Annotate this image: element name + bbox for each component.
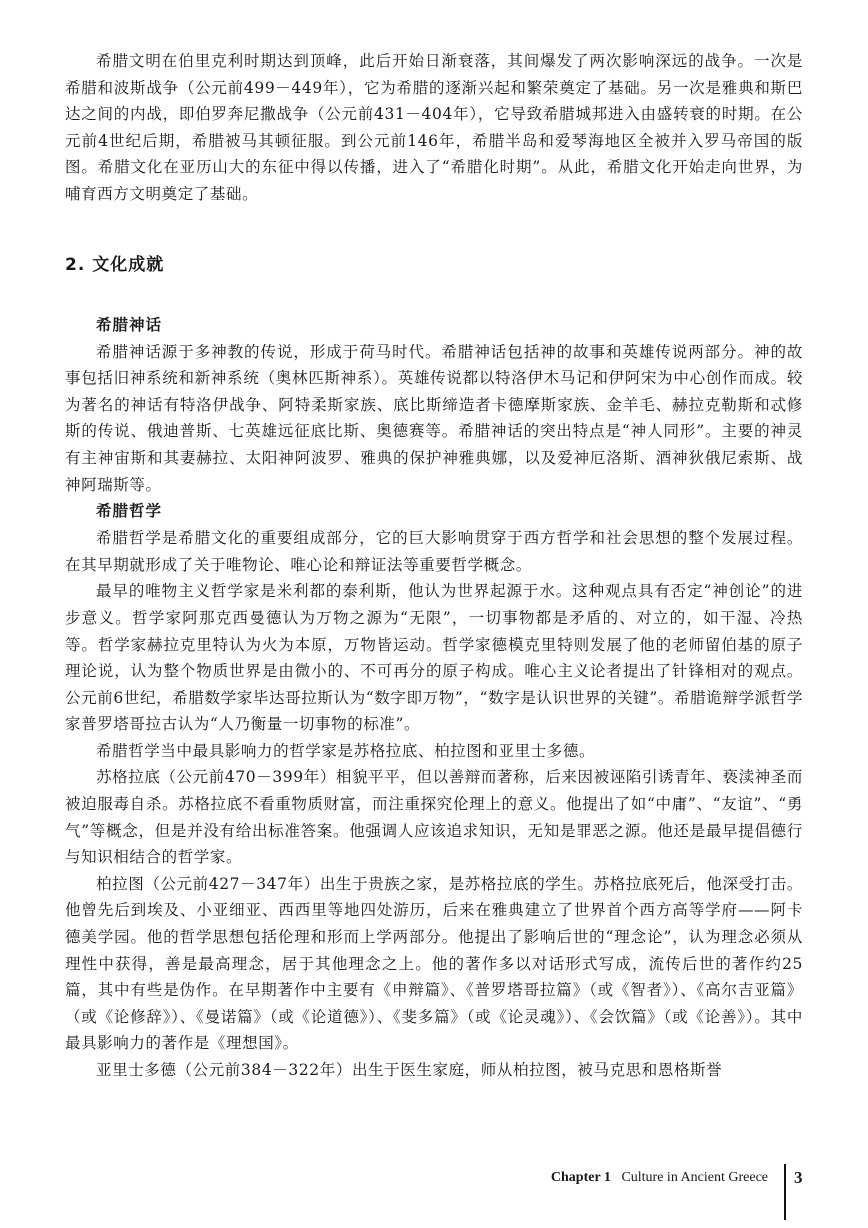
- footer-title: Culture in Ancient Greece: [621, 1170, 768, 1185]
- footer-chapter: Chapter 1: [550, 1170, 611, 1185]
- myth-heading: 希腊神话: [96, 315, 163, 334]
- aristotle-paragraph: 亚里士多德（公元前384－322年）出生于医生家庭，师从柏拉图，被马克思和恩格斯誉: [96, 1061, 723, 1079]
- myth-paragraph: 希腊神话源于多神教的传说，形成于荷马时代。希腊神话包括神的故事和英雄传说两部分。神的故事包括旧神系统和新神系统（奥林匹斯神系）。英雄传说都以特洛伊木马记和伊阿宋为中心创作而成。较为著名的神话有特洛伊战争、阿特柔斯家族、底比斯缔造者卡德摩斯家族、金羊毛、赫拉克勒斯和忒修斯的传说、俄迪普斯、七英雄远征底比斯、奥德赛等。希腊神话的突出特点是“神人同形”。主要的神灵有主神宙斯和其妻赫拉、太阳神阿波罗、雅典的保护神雅典娜，以及爱神厄洛斯、酒神狄俄尼索斯、战神阿瑞斯等。: [65, 342, 803, 494]
- philosophy-heading: 希腊哲学: [96, 502, 163, 521]
- page-footer: [0, 1168, 868, 1228]
- philosophy-paragraph-1: 希腊哲学是希腊文化的重要组成部分，它的巨大影响贯穿于西方哲学和社会思想的整个发展过程。在其早期就形成了关于唯物论、唯心论和辩证法等重要哲学概念。: [65, 529, 803, 574]
- page-content: [65, 48, 803, 1084]
- plato-paragraph: 柏拉图（公元前427－347年）出生于贵族之家，是苏格拉底的学生。苏格拉底死后，他深受打击。他曾先后到埃及、小亚细亚、西西里等地四处游历，后来在雅典建立了世界首个西方高等学府——阿卡德美学园。他的哲学思想包括伦理和形而上学两部分。他提出了影响后世的“理念论”，认为理念必须从理性中获得，善是最高理念，居于其他理念之上。他的著作多以对话形式写成，流传后世的著作约25篇，其中有些是伪作。在早期著作中主要有《申辩篇》、《普罗塔哥拉篇》（或《智者》）、《高尔吉亚篇》（或《论修辞》）、《曼诺篇》（或《论道德》）、《斐多篇》（或《论灵魂》）、《会饮篇》（或《论善》）。其中最具影响力的著作是《理想国》。: [65, 874, 803, 1053]
- socrates-paragraph: 苏格拉底（公元前470－399年）相貌平平，但以善辩而著称，后来因被诬陷引诱青年、亵渎神圣而被迫服毒自杀。苏格拉底不看重物质财富，而注重探究伦理上的意义。他提出了如“中庸”、“友谊”、“勇气”等概念，但是并没有给出标准答案。他强调人应该追求知识，无知是罪恶之源。他还是最早提倡德行与知识相结合的哲学家。: [65, 768, 803, 867]
- section-heading: 2. 文化成就: [65, 254, 165, 275]
- footer-divider: [784, 1164, 786, 1220]
- intro-paragraph: 希腊文明在伯里克利时期达到顶峰，此后开始日渐衰落，其间爆发了两次影响深远的战争。一次是希腊和波斯战争（公元前499－449年），它为希腊的逐渐兴起和繁荣奠定了基础。另一次是雅典和斯巴达之间的内战，即伯罗奔尼撒战争（公元前431－404年），它导致希腊城邦进入由盛转衰的时期。在公元前4世纪后期，希腊被马其顿征服。到公元前146年，希腊半岛和爱琴海地区全被并入罗马帝国的版图。希腊文化在亚历山大的东征中得以传播，进入了“希腊化时期”。从此，希腊文化开始走向世界，为哺育西方文明奠定了基础。: [65, 52, 803, 203]
- philosophy-paragraph-2: 最早的唯物主义哲学家是米利都的泰利斯，他认为世界起源于水。这种观点具有否定“神创论”的进步意义。哲学家阿那克西曼德认为万物之源为“无限”，一切事物都是矛盾的、对立的，如干湿、冷热等。哲学家赫拉克里特认为火为本原，万物皆运动。哲学家德模克里特则发展了他的老师留伯基的原子理论说，认为整个物质世界是由微小的、不可再分的原子构成。唯心主义论者提出了针锋相对的观点。公元前6世纪，希腊数学家毕达哥拉斯认为“数字即万物”，“数字是认识世界的关键”。希腊诡辩学派哲学家普罗塔哥拉古认为“人乃衡量一切事物的标准”。: [65, 582, 803, 734]
- philosophy-paragraph-3: 希腊哲学当中最具影响力的哲学家是苏格拉底、柏拉图和亚里士多德。: [96, 741, 596, 760]
- running-footer: [551, 1170, 768, 1186]
- page-number: 3: [794, 1168, 803, 1187]
